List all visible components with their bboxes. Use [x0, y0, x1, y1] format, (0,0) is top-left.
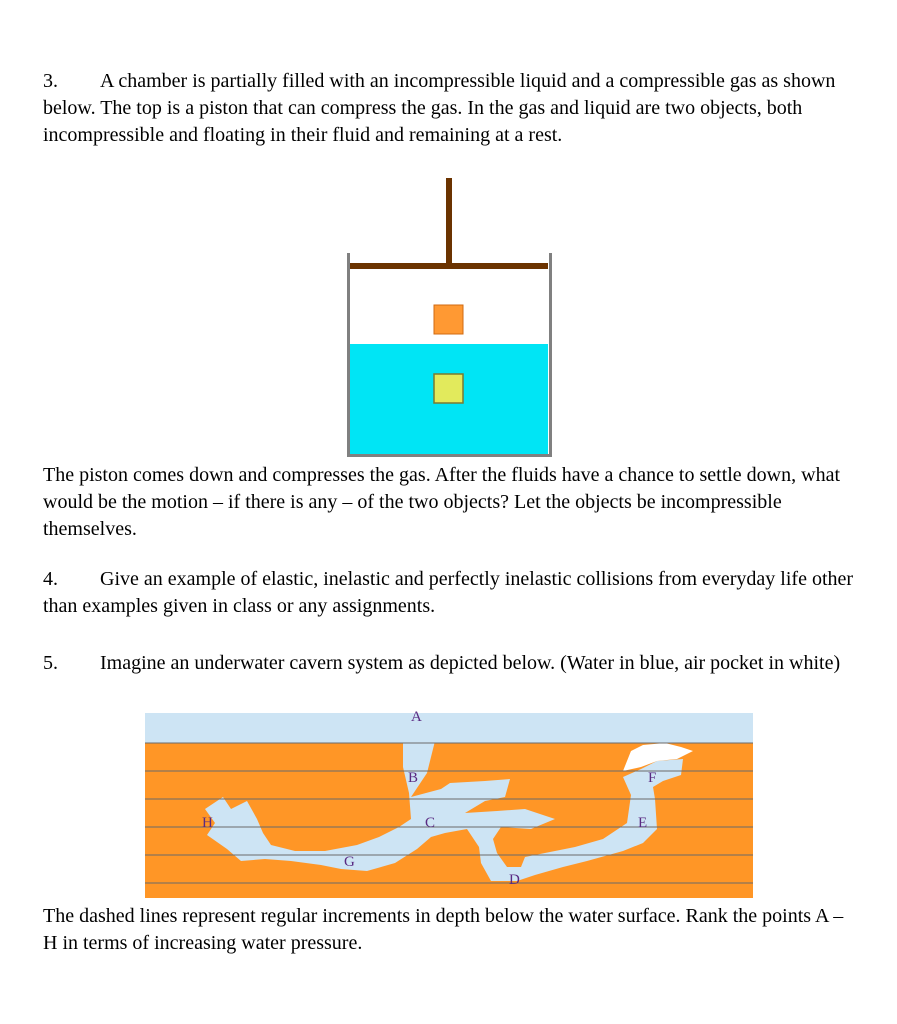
- surface-water: [145, 713, 753, 743]
- question-3-text: A chamber is partially filled with an incompressible liquid and a compressible gas as shown below. The top is a piston that can compress the gas. In the gas and liquid are two objects, both incompressible and floating in their fluid and remaining at a rest.: [43, 70, 836, 146]
- question-5-followup: The dashed lines represent regular increments in depth below the water surface. Rank the points A – H in terms of increasing water pressure.: [43, 905, 844, 954]
- label-g: G: [344, 854, 355, 870]
- question-3: [43, 68, 858, 149]
- label-e: E: [638, 815, 648, 831]
- question-4-number: 4.: [43, 568, 58, 590]
- label-d: D: [509, 872, 520, 888]
- question-3-number: 3.: [43, 70, 58, 92]
- label-c: C: [425, 815, 436, 831]
- label-a: A: [411, 709, 422, 725]
- label-f: F: [648, 770, 657, 786]
- question-5-text: Imagine an underwater cavern system as depicted below. (Water in blue, air pocket in white): [100, 652, 841, 674]
- cavern-diagram: [145, 705, 755, 900]
- piston-plate: [350, 263, 548, 269]
- question-4: [43, 566, 858, 620]
- question-5-number: 5.: [43, 652, 58, 674]
- label-h: H: [202, 815, 213, 831]
- gas-object: [434, 305, 463, 334]
- question-3-followup: The piston comes down and compresses the gas. After the fluids have a chance to settle down, what would be the motion – if there is any – of the two objects? Let the objects be incompressible themselves.: [43, 464, 841, 540]
- liquid-object: [434, 374, 463, 403]
- question-4-text: Give an example of elastic, inelastic and perfectly inelastic collisions from everyday life other than examples given in class or any assignments.: [43, 568, 854, 617]
- question-5: [43, 650, 858, 677]
- chamber-diagram: [340, 175, 560, 460]
- piston-rod: [446, 178, 452, 265]
- label-b: B: [408, 770, 419, 786]
